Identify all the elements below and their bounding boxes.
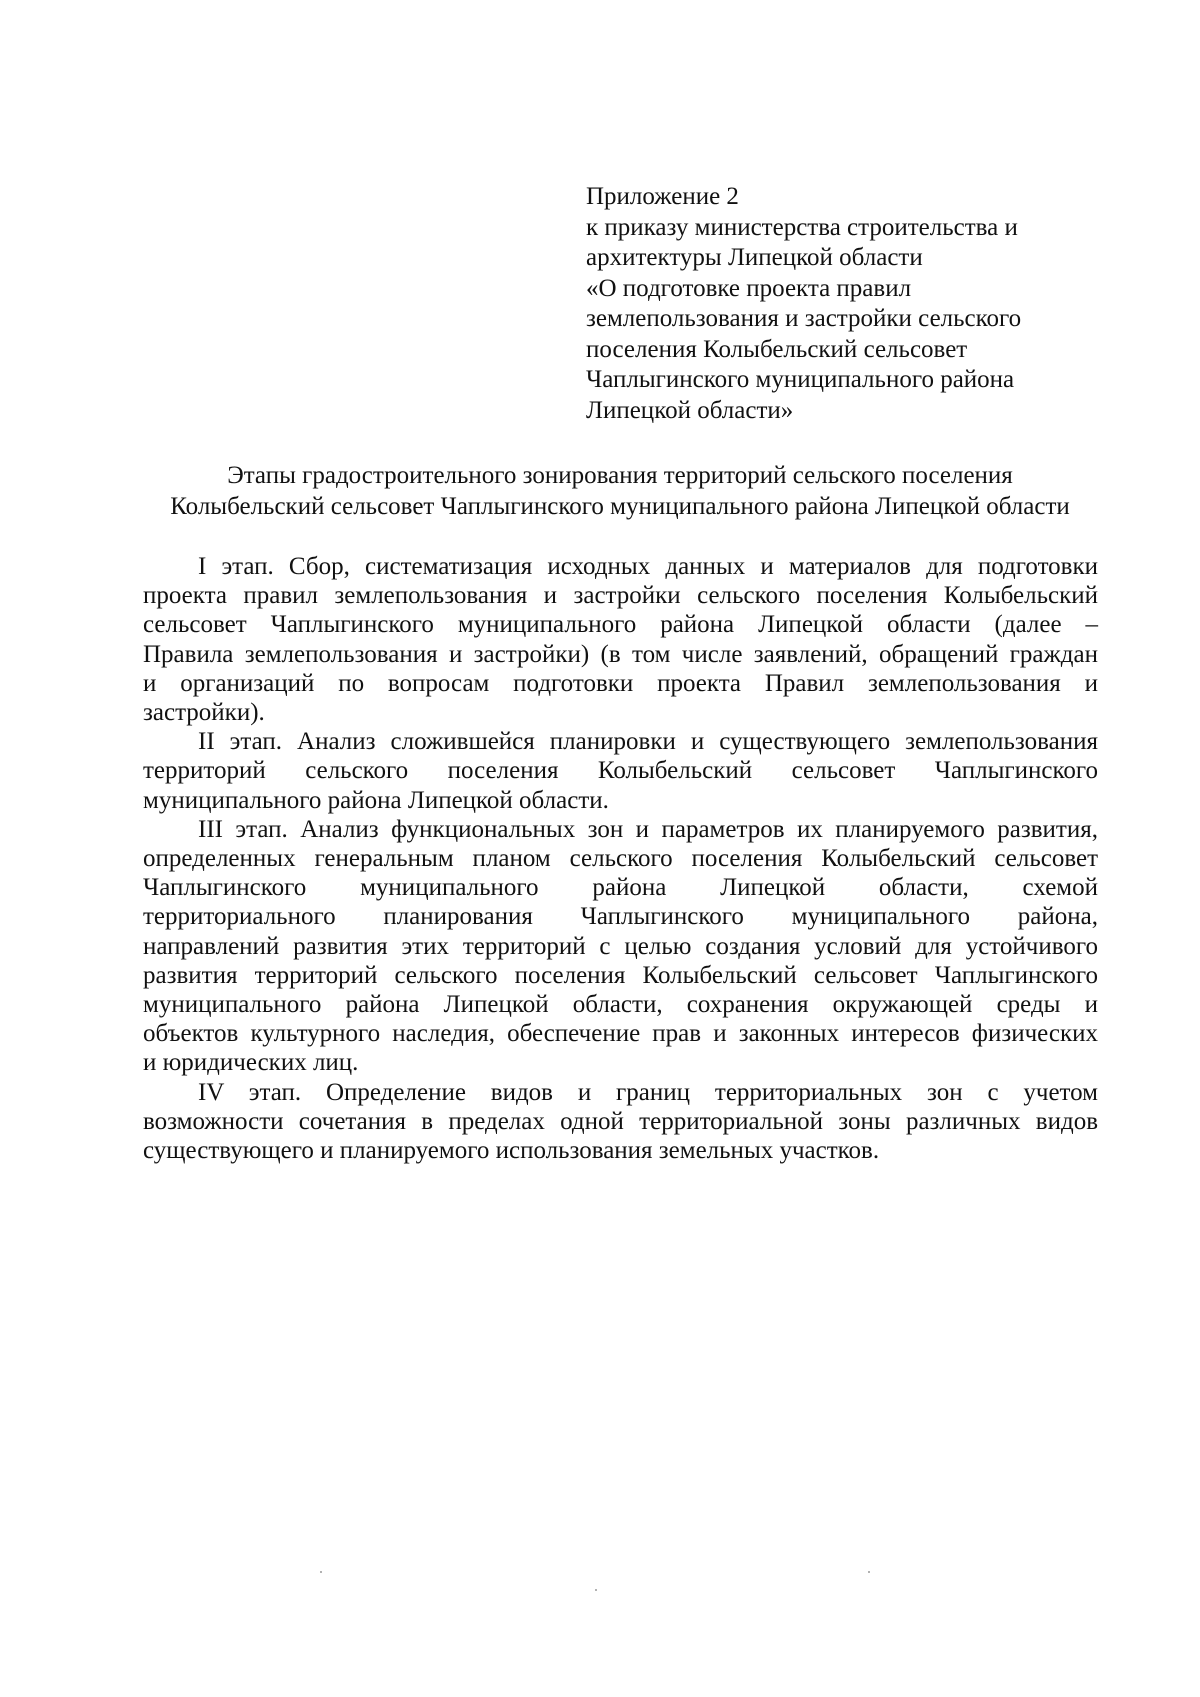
paragraph-line: и организаций по вопросам подготовки проекта Правил землепользования и	[143, 669, 1098, 697]
appendix-line: Липецкой области»	[586, 396, 794, 424]
paragraph-line: существующего и планируемого использования земельных участков.	[143, 1137, 880, 1165]
appendix-line: землепользования и застройки сельского	[586, 305, 1022, 332]
stage-3-paragraph	[143, 815, 1098, 1078]
appendix-line: «О подготовке проекта правил	[586, 274, 912, 302]
paragraph-line: Правила землепользования и застройки) (в том числе заявлений, обращений граждан	[143, 640, 1098, 668]
paragraph-line: определенных генеральным планом сельского поселения Колыбельский сельсовет	[143, 845, 1098, 873]
scan-speck	[595, 1589, 597, 1591]
paragraph-line: IV этап. Определение видов и границ территориальных зон с учетом	[198, 1078, 1098, 1106]
stage-2-paragraph	[143, 727, 1098, 815]
appendix-header	[586, 182, 1106, 426]
scan-speck	[868, 1571, 870, 1573]
stage-4-paragraph	[143, 1078, 1098, 1166]
appendix-line: Приложение 2	[586, 183, 739, 210]
title-line: Колыбельский сельсовет Чаплыгинского муниципального района Липецкой области	[170, 493, 1070, 520]
paragraph-line: Чаплыгинского муниципального района Липецкой области, схемой	[143, 874, 1098, 902]
paragraph-line: возможности сочетания в пределах одной территориальной зоны различных видов	[143, 1107, 1098, 1135]
scan-speck	[320, 1571, 322, 1573]
appendix-line: архитектуры Липецкой области	[586, 244, 923, 271]
stage-1-paragraph	[143, 552, 1098, 727]
paragraph-line: III этап. Анализ функциональных зон и параметров их планируемого развития,	[198, 815, 1098, 843]
paragraph-line: направлений развития этих территорий с целью создания условий для устойчивого	[143, 932, 1098, 960]
paragraph-line: объектов культурного наследия, обеспечение прав и законных интересов физических	[143, 1020, 1098, 1048]
paragraph-line: территориального планирования Чаплыгинского муниципального района,	[143, 903, 1098, 931]
paragraph-line: I этап. Сбор, систематизация исходных данных и материалов для подготовки	[198, 553, 1098, 580]
paragraph-line: сельсовет Чаплыгинского муниципального района Липецкой области (далее –	[143, 611, 1098, 639]
appendix-line: Чаплыгинского муниципального района	[586, 366, 1015, 393]
paragraph-line: проекта правил землепользования и застройки сельского поселения Колыбельский	[143, 582, 1098, 610]
paragraph-line: застройки).	[143, 699, 265, 727]
document-title	[140, 460, 1100, 522]
appendix-line: к приказу министерства строительства и	[586, 213, 1018, 241]
paragraph-line: муниципального района Липецкой области, сохранения окружающей среды и	[143, 991, 1098, 1019]
paragraph-line: и юридических лиц.	[143, 1049, 359, 1077]
paragraph-line: территорий сельского поселения Колыбельский сельсовет Чаплыгинского	[143, 757, 1098, 785]
title-line: Этапы градостроительного зонирования территорий сельского поселения	[227, 462, 1013, 489]
paragraph-line: II этап. Анализ сложившейся планировки и существующего землепользования	[198, 728, 1098, 756]
paragraph-line: развития территорий сельского поселения Колыбельский сельсовет Чаплыгинского	[143, 961, 1098, 989]
paragraph-line: муниципального района Липецкой области.	[143, 786, 609, 814]
appendix-line: поселения Колыбельский сельсовет	[586, 335, 968, 363]
document-body	[143, 552, 1098, 1165]
